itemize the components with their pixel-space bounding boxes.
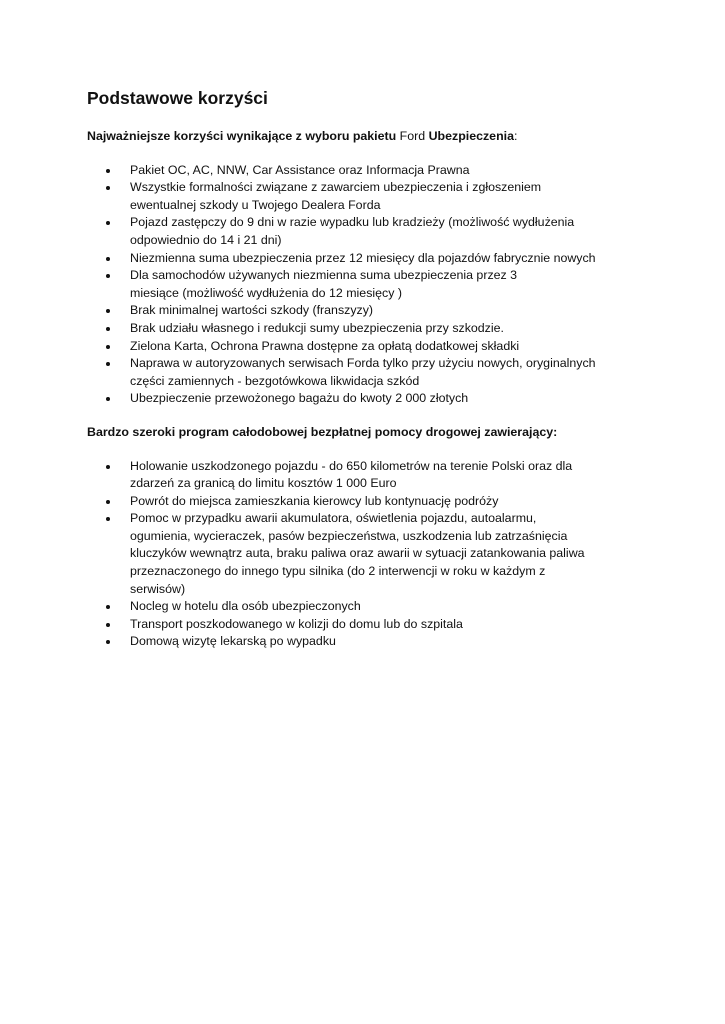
list-item-text: serwisów): [130, 581, 186, 596]
list-item-text: Pakiet OC, AC, NNW, Car Assistance oraz Informacja Prawna: [130, 162, 470, 177]
list-item: [87, 267, 647, 302]
bullet-icon: [106, 500, 110, 504]
list-item-text: zdarzeń za granicą do limitu kosztów 1 000 Euro: [130, 476, 397, 491]
bullet-icon: [106, 221, 110, 225]
document-title: Podstawowe korzyści: [87, 88, 268, 108]
bullet-icon: [106, 186, 110, 190]
bullet-icon: [106, 345, 110, 349]
bullet-icon: [106, 327, 110, 331]
list-item-text: Niezmienna suma ubezpieczenia przez 12 miesięcy dla pojazdów fabrycznie nowych: [130, 250, 596, 265]
list-item-text: Ubezpieczenie przewożonego bagażu do kwoty 2 000 złotych: [130, 391, 469, 406]
list-item: [87, 510, 647, 598]
list-item: [87, 598, 647, 616]
list-item: [87, 338, 647, 356]
list-item-text: Transport poszkodowanego w kolizji do domu lub do szpitala: [130, 616, 463, 631]
list-item: [87, 179, 647, 214]
list-item-text: Pomoc w przypadku awarii akumulatora, oświetlenia pojazdu, autoalarmu,: [130, 511, 537, 526]
list-item: [87, 162, 647, 180]
list-item-text: Domową wizytę lekarską po wypadku: [130, 634, 336, 649]
list-item: [87, 302, 647, 320]
list-item-text: ewentualnej szkody u Twojego Dealera Forda: [130, 197, 381, 212]
bullet-icon: [106, 640, 110, 644]
list-item-text: części zamiennych - bezgotówkowa likwidacja szkód: [130, 373, 420, 388]
list-item: [87, 458, 647, 493]
list-item-text: miesiące (możliwość wydłużenia do 12 miesięcy ): [130, 285, 403, 300]
roadside-assistance-list: [87, 458, 647, 652]
bullet-icon: [106, 362, 110, 366]
bullet-icon: [106, 517, 110, 521]
list-item: [87, 616, 647, 634]
list-item: [87, 250, 647, 268]
bullet-icon: [106, 397, 110, 401]
list-item-text: Wszystkie formalności związane z zawarciem ubezpieczenia i zgłoszeniem: [130, 180, 542, 195]
intro-paragraph: [87, 128, 647, 146]
list-item: [87, 633, 647, 651]
list-item-text: Powrót do miejsca zamieszkania kierowcy lub kontynuację podróży: [130, 493, 499, 508]
list-item-text: Brak minimalnej wartości szkody (franszyzy): [130, 303, 374, 318]
list-item-text: Pojazd zastępczy do 9 dni w razie wypadku lub kradzieży (możliwość wydłużenia: [130, 215, 575, 230]
bullet-icon: [106, 257, 110, 261]
list-item-text: Brak udziału własnego i redukcji sumy ubezpieczenia przy szkodzie.: [130, 320, 504, 335]
list-item-text: ogumienia, wycieraczek, pasów bezpieczeństwa, uszkodzenia lub zatrzaśnięcia: [130, 528, 568, 543]
list-item-text: przeznaczonego do innego typu silnika (do 2 interwencji w roku w każdym z: [130, 564, 546, 579]
list-item-text: Zielona Karta, Ochrona Prawna dostępne za opłatą dodatkowej składki: [130, 338, 520, 353]
list-item-text: Naprawa w autoryzowanych serwisach Forda tylko przy użyciu nowych, oryginalnych: [130, 356, 596, 371]
intro-colon: :: [513, 129, 518, 143]
bullet-icon: [106, 309, 110, 313]
section-heading: Bardzo szeroki program całodobowej bezpłatnej pomocy drogowej zawierający:: [87, 424, 558, 439]
list-item: [87, 390, 647, 408]
benefits-list: [87, 162, 647, 408]
intro-bold-text-2: Ubezpieczenia: [428, 129, 514, 143]
document-page: [87, 86, 647, 667]
list-item: [87, 355, 647, 390]
list-item: [87, 320, 647, 338]
bullet-icon: [106, 465, 110, 469]
bullet-icon: [106, 623, 110, 627]
list-item-text: Dla samochodów używanych niezmienna suma ubezpieczenia przez 3: [130, 268, 518, 283]
list-item: [87, 493, 647, 511]
intro-brand-text: Ford: [396, 129, 429, 143]
list-item-text: odpowiednio do 14 i 21 dni): [130, 232, 282, 247]
list-item-text: Nocleg w hotelu dla osób ubezpieczonych: [130, 599, 361, 614]
list-item-text: kluczyków wewnątrz auta, braku paliwa oraz awarii w sytuacji zatankowania paliwa: [130, 546, 585, 561]
bullet-icon: [106, 274, 110, 278]
list-item-text: Holowanie uszkodzonego pojazdu - do 650 kilometrów na terenie Polski oraz dla: [130, 458, 573, 473]
list-item: [87, 214, 647, 249]
bullet-icon: [106, 169, 110, 173]
intro-bold-text: Najważniejsze korzyści wynikające z wyboru pakietu: [87, 129, 397, 143]
bullet-icon: [106, 605, 110, 609]
